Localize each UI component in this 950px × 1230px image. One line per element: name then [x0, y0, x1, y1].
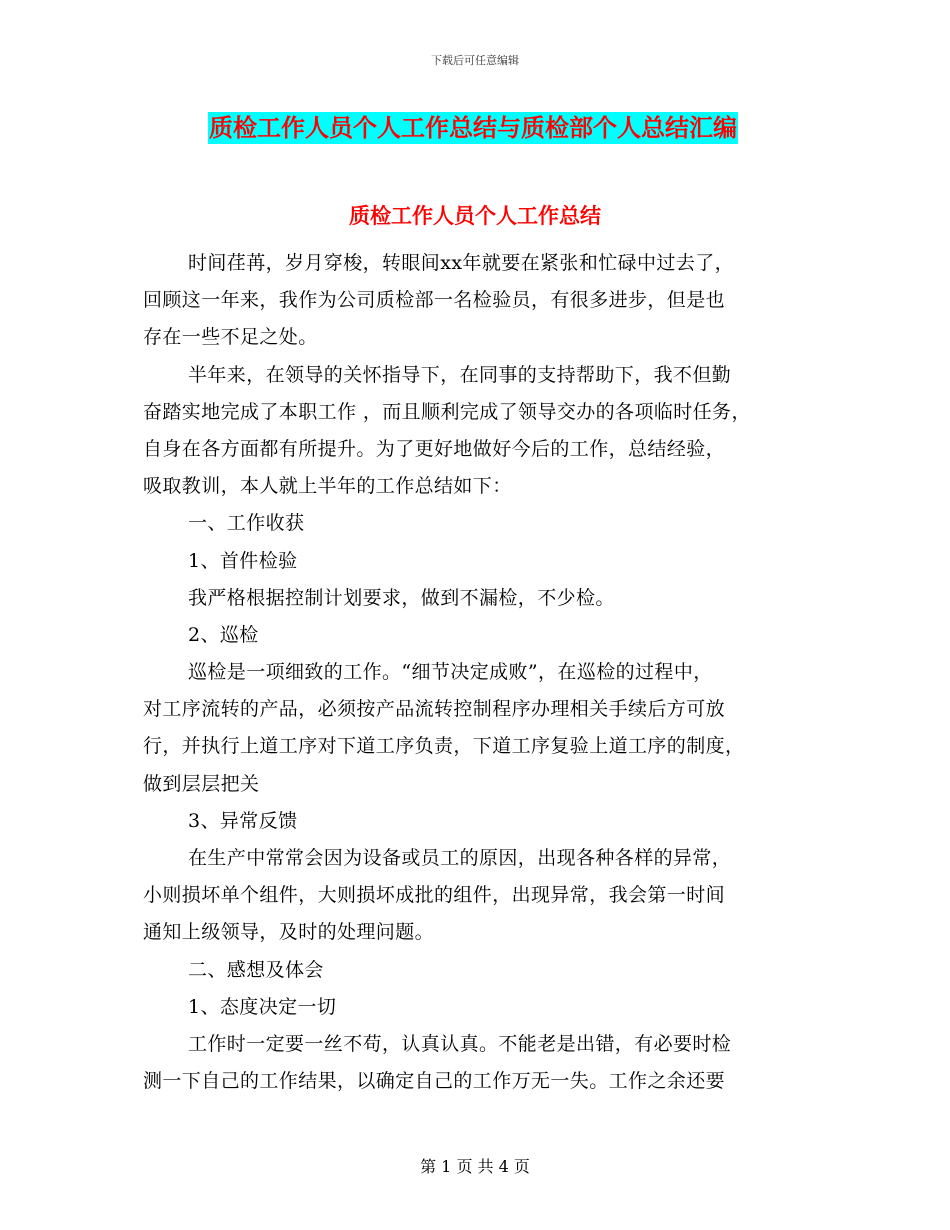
body-line: 3、异常反馈: [188, 809, 298, 832]
body-line: 1、态度决定一切: [188, 995, 337, 1018]
body-line: 存在一些不足之处。: [143, 326, 318, 349]
document-body: [143, 245, 823, 1100]
body-line: 自身在各方面都有所提升。为了更好地做好今后的工作，总结经验，: [143, 437, 726, 460]
main-title-container: [208, 112, 738, 144]
body-line: 回顾这一年来，我作为公司质检部一名检验员，有很多进步，但是也: [143, 289, 726, 312]
body-line: 在生产中常常会因为设备或员工的原因，出现各种各样的异常，: [188, 847, 732, 869]
body-line: 时间荏苒，岁月穿梭，转眼间xx年就要在紧张和忙碌中过去了，: [188, 252, 735, 274]
body-line: 一、工作收获: [188, 512, 305, 535]
header-note: 下载后可任意编辑: [431, 54, 519, 67]
body-line: 半年来，在领导的关怀指导下，在同事的支持帮助下，我不但勤: [188, 363, 732, 386]
body-line: 小则损坏单个组件，大则损坏成批的组件，出现异常，我会第一时间: [143, 884, 726, 907]
body-line: 奋踏实地完成了本职工作 ，而且顺利完成了领导交办的各项临时任务，: [143, 400, 751, 423]
body-line: 通知上级领导，及时的处理问题。: [143, 921, 435, 944]
body-line: 行，并执行上道工序对下道工序负责，下道工序复验上道工序的制度，: [143, 735, 745, 758]
body-line: 1、首件检验: [188, 549, 298, 572]
body-line: 测一下自己的工作结果，以确定自己的工作万无一失。工作之余还要: [143, 1070, 726, 1093]
body-line: 吸取教训，本人就上半年的工作总结如下：: [143, 475, 512, 498]
body-line: 二、感想及体会: [188, 958, 324, 981]
section-title: 质检工作人员个人工作总结: [349, 204, 601, 228]
body-line: 我严格根据控制计划要求，做到不漏检，不少检。: [188, 586, 615, 609]
body-line: 对工序流转的产品，必须按产品流转控制程序办理相关手续后方可放: [143, 698, 726, 721]
body-line: 巡检是一项细致的工作。“细节决定成败”，在巡检的过程中，: [188, 661, 713, 684]
main-title: 质检工作人员个人工作总结与质检部个人总结汇编: [209, 114, 737, 142]
body-line: 做到层层把关: [143, 772, 260, 795]
body-line: 工作时一定要一丝不苟，认真认真。不能老是出错，有必要时检: [188, 1032, 732, 1055]
page-footer: 第 1 页 共 4 页: [420, 1157, 530, 1176]
body-line: 2、巡检: [188, 623, 259, 646]
